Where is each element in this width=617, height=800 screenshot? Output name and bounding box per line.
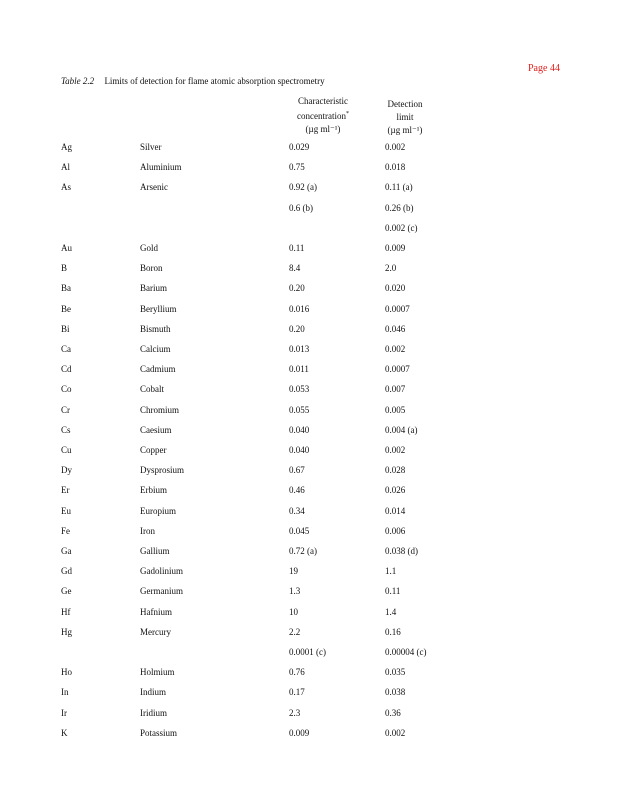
detection-limit-value: 1.1: [385, 566, 397, 576]
header-char-line2: concentration*: [297, 111, 349, 121]
characteristic-concentration-value: 0.013: [289, 344, 310, 354]
element-symbol: Ir: [61, 708, 67, 718]
element-name: Europium: [140, 506, 176, 516]
element-symbol: Ba: [61, 283, 71, 293]
characteristic-concentration-value: 0.6 (b): [289, 203, 313, 213]
element-name: Indium: [140, 687, 166, 697]
characteristic-concentration-value: 0.92 (a): [289, 182, 317, 192]
table-row: [0, 182, 617, 195]
characteristic-concentration-value: 0.040: [289, 445, 310, 455]
detection-limit-value: 0.16: [385, 627, 401, 637]
characteristic-concentration-value: 0.75: [289, 162, 305, 172]
detection-limit-value: 0.035: [385, 667, 406, 677]
detection-limit-value: 0.020: [385, 283, 406, 293]
characteristic-concentration-value: 10: [289, 607, 298, 617]
detection-limit-value: 0.026: [385, 485, 406, 495]
element-name: Iron: [140, 526, 155, 536]
detection-limit-value: 0.0007: [385, 304, 410, 314]
element-symbol: Cd: [61, 364, 72, 374]
element-symbol: Ho: [61, 667, 72, 677]
characteristic-concentration-value: 0.46: [289, 485, 305, 495]
detection-limit-value: 0.009: [385, 243, 406, 253]
characteristic-concentration-value: 0.76: [289, 667, 305, 677]
element-symbol: Bi: [61, 324, 70, 334]
element-symbol: Cs: [61, 425, 71, 435]
element-name: Silver: [140, 142, 162, 152]
element-symbol: As: [61, 182, 72, 192]
characteristic-concentration-value: 0.20: [289, 283, 305, 293]
table-row: [0, 728, 617, 741]
table-row: [0, 283, 617, 296]
table-row: [0, 142, 617, 155]
header-det-line1: Detection: [387, 99, 423, 109]
element-symbol: Ge: [61, 586, 72, 596]
detection-limit-value: 0.002: [385, 142, 406, 152]
table-row: [0, 263, 617, 276]
table-row: [0, 203, 617, 216]
element-name: Cobalt: [140, 384, 164, 394]
characteristic-concentration-value: 0.009: [289, 728, 310, 738]
element-symbol: Co: [61, 384, 72, 394]
table-row: [0, 344, 617, 357]
header-char-line1: Characteristic: [298, 96, 348, 106]
table-row: [0, 425, 617, 438]
element-name: Beryllium: [140, 304, 177, 314]
element-name: Gold: [140, 243, 158, 253]
table-row: [0, 405, 617, 418]
detection-limit-value: 0.002: [385, 728, 406, 738]
table-row: [0, 667, 617, 680]
characteristic-concentration-value: 0.67: [289, 465, 305, 475]
detection-limit-value: 0.006: [385, 526, 406, 536]
characteristic-concentration-value: 0.11: [289, 243, 305, 253]
characteristic-concentration-value: 0.029: [289, 142, 310, 152]
table-row: [0, 223, 617, 236]
element-symbol: Eu: [61, 506, 71, 516]
element-symbol: Al: [61, 162, 70, 172]
element-name: Holmium: [140, 667, 175, 677]
element-symbol: Fe: [61, 526, 70, 536]
detection-limit-value: 0.038: [385, 687, 406, 697]
element-symbol: Dy: [61, 465, 72, 475]
element-name: Copper: [140, 445, 167, 455]
element-name: Gadolinium: [140, 566, 183, 576]
table-row: [0, 162, 617, 175]
table-row: [0, 647, 617, 660]
element-symbol: Be: [61, 304, 71, 314]
element-symbol: K: [61, 728, 68, 738]
element-name: Arsenic: [140, 182, 168, 192]
element-name: Germanium: [140, 586, 183, 596]
element-name: Boron: [140, 263, 163, 273]
element-name: Calcium: [140, 344, 171, 354]
table-row: [0, 627, 617, 640]
characteristic-concentration-value: 0.053: [289, 384, 310, 394]
asterisk-marker: *: [345, 111, 349, 117]
element-symbol: Gd: [61, 566, 72, 576]
table-title: Limits of detection for flame atomic absorption spectrometry: [104, 76, 325, 86]
element-name: Aluminium: [140, 162, 182, 172]
detection-limit-value: 0.002: [385, 344, 406, 354]
header-characteristic-concentration: [278, 95, 368, 136]
characteristic-concentration-value: 0.0001 (c): [289, 647, 326, 657]
element-symbol: Hg: [61, 627, 72, 637]
detection-limit-value: 0.005: [385, 405, 406, 415]
detection-limit-value: 0.26 (b): [385, 203, 414, 213]
element-symbol: In: [61, 687, 69, 697]
element-symbol: Er: [61, 485, 70, 495]
characteristic-concentration-value: 0.011: [289, 364, 309, 374]
header-char-unit: (µg ml⁻¹): [305, 124, 341, 134]
element-name: Iridium: [140, 708, 167, 718]
detection-limit-value: 2.0: [385, 263, 397, 273]
detection-limit-value: 0.0007: [385, 364, 410, 374]
table-row: [0, 708, 617, 721]
detection-limit-value: 0.002: [385, 445, 406, 455]
element-symbol: B: [61, 263, 68, 273]
table-row: [0, 526, 617, 539]
element-symbol: Cu: [61, 445, 72, 455]
element-symbol: Cr: [61, 405, 70, 415]
detection-limit-value: 0.018: [385, 162, 406, 172]
detection-limit-value: 0.36: [385, 708, 401, 718]
element-name: Gallium: [140, 546, 170, 556]
element-symbol: Hf: [61, 607, 71, 617]
element-name: Dysprosium: [140, 465, 185, 475]
element-name: Cadmium: [140, 364, 176, 374]
table-row: [0, 304, 617, 317]
table-row: [0, 465, 617, 478]
table-row: [0, 506, 617, 519]
characteristic-concentration-value: 2.3: [289, 708, 301, 718]
characteristic-concentration-value: 19: [289, 566, 298, 576]
table-row: [0, 586, 617, 599]
detection-limit-value: 0.00004 (c): [385, 647, 427, 657]
detection-limit-value: 0.002 (c): [385, 223, 418, 233]
element-symbol: Ag: [61, 142, 72, 152]
detection-limit-value: 0.007: [385, 384, 406, 394]
detection-limit-value: 0.038 (d): [385, 546, 418, 556]
element-name: Mercury: [140, 627, 171, 637]
table-row: [0, 364, 617, 377]
element-symbol: Ga: [61, 546, 72, 556]
detection-limit-value: 1.4: [385, 607, 397, 617]
page-number: Page 44: [528, 63, 560, 74]
header-detection-limit: [370, 98, 440, 137]
characteristic-concentration-value: 2.2: [289, 627, 301, 637]
characteristic-concentration-value: 0.34: [289, 506, 305, 516]
element-symbol: Ca: [61, 344, 71, 354]
table-row: [0, 566, 617, 579]
detection-limit-value: 0.028: [385, 465, 406, 475]
characteristic-concentration-value: 0.016: [289, 304, 310, 314]
table-row: [0, 607, 617, 620]
detection-limit-value: 0.11: [385, 586, 401, 596]
table-caption: [61, 76, 325, 86]
table-row: [0, 445, 617, 458]
element-symbol: Au: [61, 243, 72, 253]
table-label: Table 2.2: [61, 76, 95, 86]
characteristic-concentration-value: 0.72 (a): [289, 546, 317, 556]
table-row: [0, 546, 617, 559]
detection-limit-value: 0.004 (a): [385, 425, 418, 435]
header-det-unit: (µg ml⁻¹): [387, 125, 423, 135]
characteristic-concentration-value: 0.055: [289, 405, 310, 415]
table-row: [0, 687, 617, 700]
characteristic-concentration-value: 0.040: [289, 425, 310, 435]
table-row: [0, 485, 617, 498]
header-det-line2: limit: [396, 112, 414, 122]
detection-limit-value: 0.11 (a): [385, 182, 413, 192]
element-name: Bismuth: [140, 324, 171, 334]
table-row: [0, 384, 617, 397]
characteristic-concentration-value: 0.20: [289, 324, 305, 334]
characteristic-concentration-value: 1.3: [289, 586, 301, 596]
detection-limit-value: 0.014: [385, 506, 406, 516]
element-name: Caesium: [140, 425, 172, 435]
element-name: Hafnium: [140, 607, 172, 617]
characteristic-concentration-value: 0.17: [289, 687, 305, 697]
element-name: Barium: [140, 283, 167, 293]
characteristic-concentration-value: 0.045: [289, 526, 310, 536]
element-name: Chromium: [140, 405, 180, 415]
characteristic-concentration-value: 8.4: [289, 263, 301, 273]
element-name: Potassium: [140, 728, 178, 738]
element-name: Erbium: [140, 485, 167, 495]
detection-limit-value: 0.046: [385, 324, 406, 334]
table-row: [0, 324, 617, 337]
table-row: [0, 243, 617, 256]
